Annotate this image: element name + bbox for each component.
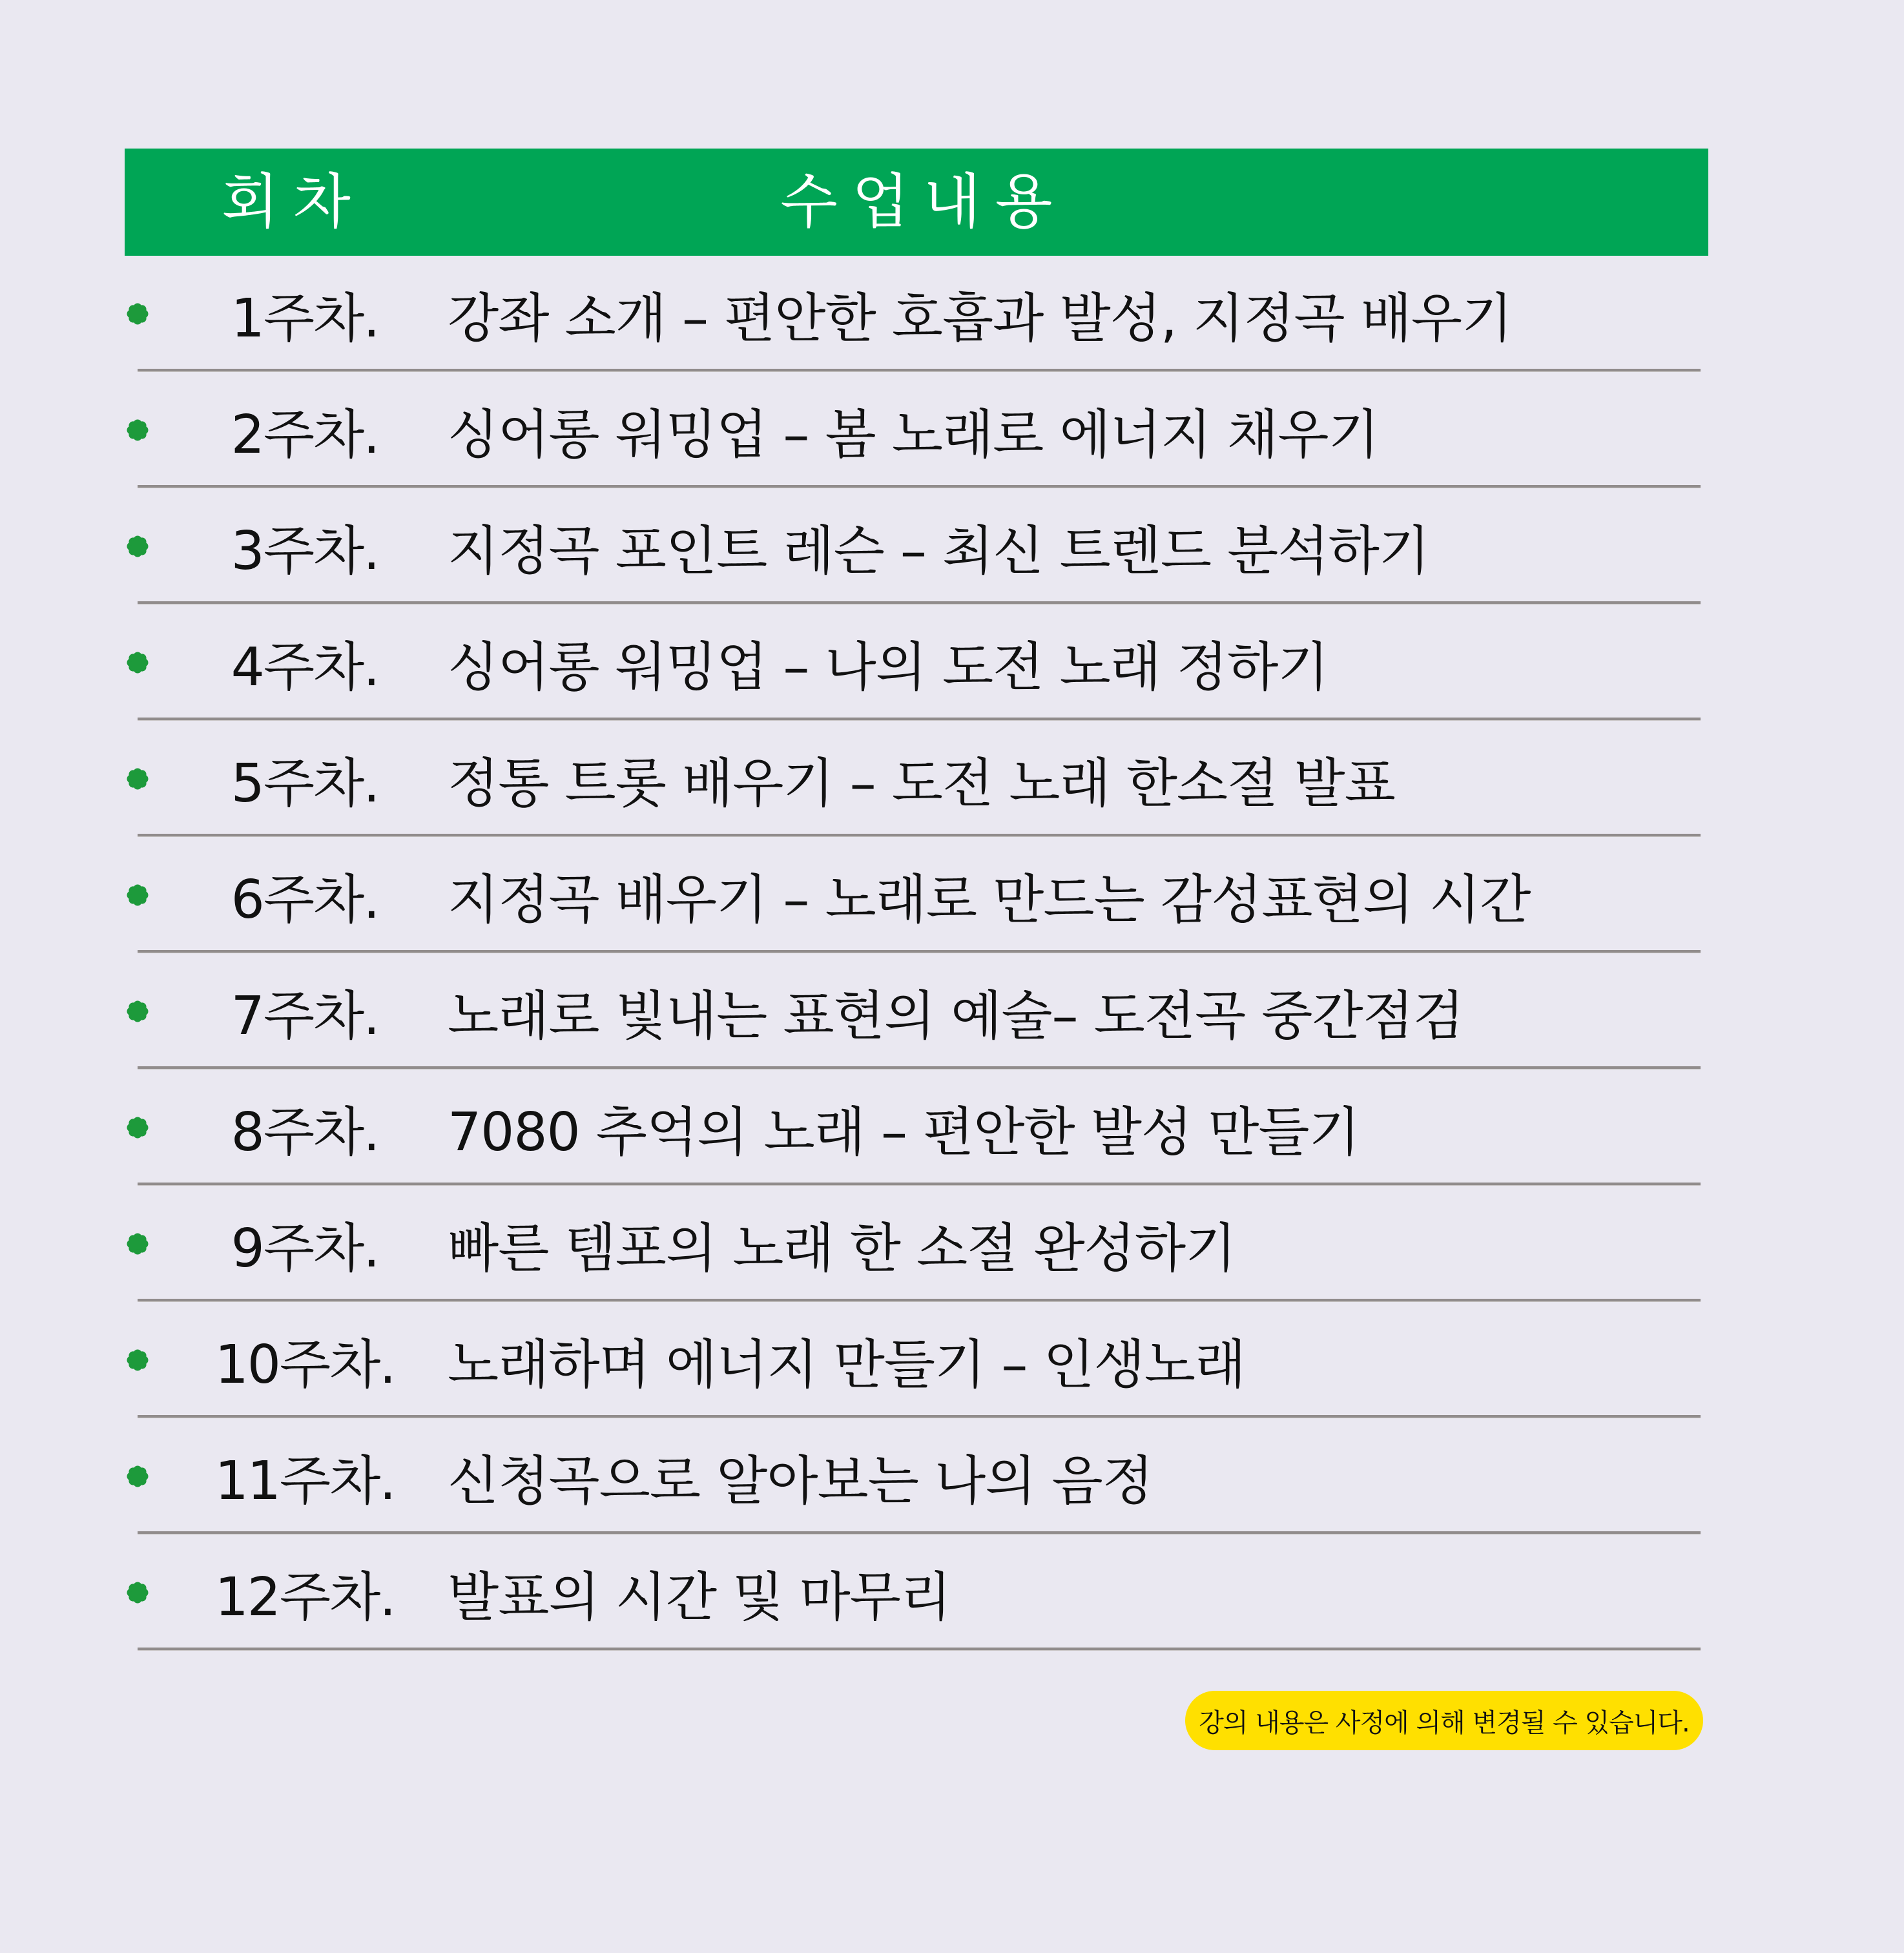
lesson-content: 발표의 시간 및 마무리 (448, 1566, 951, 1628)
flower-bullet-icon (126, 1348, 149, 1372)
schedule-row (0, 1070, 1904, 1186)
flower-bullet-icon (126, 1232, 149, 1256)
flower-bullet-icon (126, 302, 149, 326)
flower-bullet-icon (126, 418, 149, 442)
flower-bullet-icon (126, 651, 149, 674)
week-label: 5주차. (231, 752, 379, 814)
flower-bullet-icon (126, 767, 149, 790)
flower-bullet-icon (126, 1000, 149, 1023)
lesson-content: 싱어롱 워밍업 – 봄 노래로 에너지 채우기 (448, 404, 1379, 466)
week-label: 10주차. (214, 1334, 395, 1396)
lesson-content: 지정곡 배우기 – 노래로 만드는 감성표현의 시간 (448, 869, 1531, 931)
lesson-content: 빠른 템포의 노래 한 소절 완성하기 (448, 1217, 1236, 1279)
flower-bullet-icon (126, 535, 149, 558)
schedule-row (0, 256, 1904, 372)
lesson-content: 노래하며 에너지 만들기 – 인생노래 (448, 1334, 1246, 1396)
schedule-row (0, 837, 1904, 953)
schedule-row (0, 1534, 1904, 1651)
lesson-content: 싱어롱 워밍업 – 나의 도전 노래 정하기 (448, 636, 1329, 698)
schedule-row (0, 953, 1904, 1070)
week-label: 6주차. (231, 869, 379, 931)
lesson-content: 정통 트롯 배우기 – 도전 노래 한소절 발표 (448, 752, 1395, 814)
lesson-content: 노래로 빛내는 표현의 예술– 도전곡 중간점검 (448, 985, 1464, 1047)
schedule-header (125, 149, 1708, 256)
flower-bullet-icon (126, 1581, 149, 1604)
schedule-row (0, 488, 1904, 604)
week-label: 9주차. (231, 1217, 379, 1279)
row-divider (138, 1648, 1701, 1651)
change-notice-badge: 강의 내용은 사정에 의해 변경될 수 있습니다. (1185, 1691, 1703, 1750)
header-content-label: 수업내용 (780, 167, 1067, 236)
flower-bullet-icon (126, 1116, 149, 1139)
week-label: 11주차. (214, 1450, 395, 1512)
week-label: 2주차. (231, 404, 379, 466)
schedule-row (0, 1186, 1904, 1302)
lesson-content: 7080 추억의 노래 – 편안한 발성 만들기 (448, 1101, 1360, 1163)
flower-bullet-icon (126, 1465, 149, 1488)
schedule-row (0, 372, 1904, 488)
week-label: 7주차. (231, 985, 379, 1047)
schedule-row (0, 604, 1904, 721)
week-label: 12주차. (214, 1566, 395, 1628)
lesson-content: 신청곡으로 알아보는 나의 음정 (448, 1450, 1153, 1512)
schedule-row (0, 1302, 1904, 1418)
header-week-label: 회차 (222, 167, 365, 236)
flower-bullet-icon (126, 884, 149, 907)
schedule-row (0, 721, 1904, 837)
week-label: 1주차. (231, 287, 379, 349)
week-label: 8주차. (231, 1101, 379, 1163)
lesson-content: 강좌 소개 – 편안한 호흡과 발성, 지정곡 배우기 (448, 287, 1513, 349)
lesson-content: 지정곡 포인트 레슨 – 최신 트렌드 분석하기 (448, 520, 1429, 582)
schedule-row (0, 1418, 1904, 1534)
week-label: 4주차. (231, 636, 379, 698)
week-label: 3주차. (231, 520, 379, 582)
